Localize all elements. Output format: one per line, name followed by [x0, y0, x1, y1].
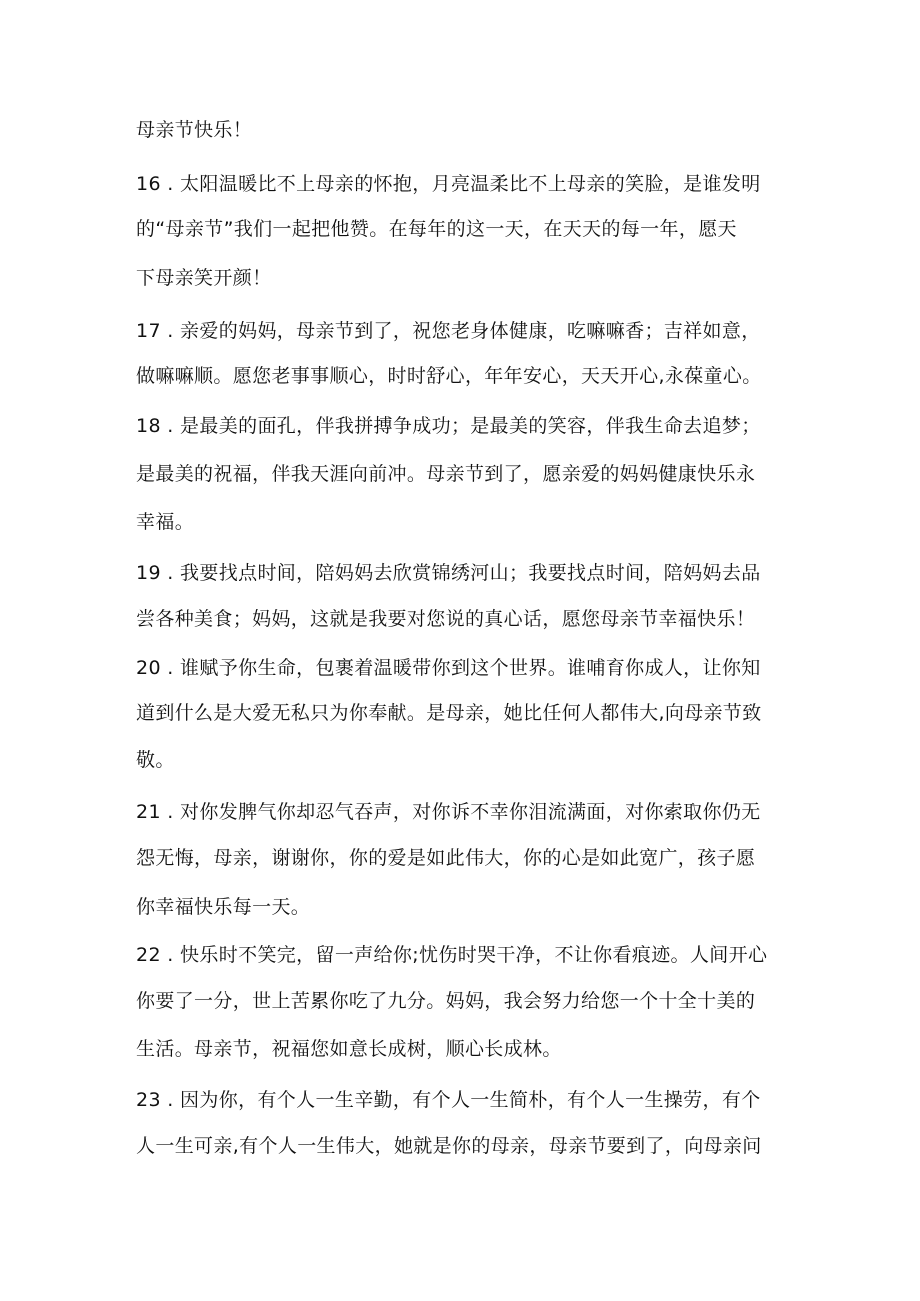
text-line: 敬。	[136, 749, 175, 771]
text-line: 21 . 对你发脾气你却忍气吞声，对你诉不幸你泪流满面，对你索取你仍无	[136, 801, 761, 823]
text-line: 怨无悔，母亲，谢谢你，你的爱是如此伟大，你的心是如此宽广，孩子愿	[136, 847, 756, 869]
text-line: 尝各种美食；妈妈，这就是我要对您说的真心话，愿您母亲节幸福快乐！	[136, 608, 756, 630]
text-line: 母亲节快乐！	[136, 119, 253, 141]
text-line: 16 . 太阳温暖比不上母亲的怀抱，月亮温柔比不上母亲的笑脸，是谁发明	[136, 173, 761, 195]
text-line: 你幸福快乐每一天。	[136, 896, 311, 918]
text-line: 的“母亲节”我们一起把他赞。在每年的这一天，在天天的每一年，愿天	[136, 218, 737, 240]
text-line: 18 . 是最美的面孔，伴我拼搏争成功；是最美的笑容，伴我生命去追梦；	[136, 415, 761, 437]
text-line: 做嘛嘛顺。愿您老事事顺心，时时舒心，年年安心，天天开心,永葆童心。	[136, 365, 762, 387]
text-line: 22 . 快乐时不笑完，留一声给你;忧伤时哭干净，不让你看痕迹。人间开心	[136, 944, 768, 966]
text-line: 你要了一分，世上苦累你吃了九分。妈妈，我会努力给您一个十全十美的	[136, 990, 756, 1012]
text-line: 幸福。	[136, 511, 195, 533]
text-line: 人一生可亲,有个人一生伟大，她就是你的母亲，母亲节要到了，向母亲问	[136, 1135, 762, 1157]
text-line: 道到什么是大爱无私只为你奉献。是母亲，她比任何人都伟大,向母亲节致	[136, 702, 762, 724]
text-line: 19 . 我要找点时间，陪妈妈去欣赏锦绣河山；我要找点时间，陪妈妈去品	[136, 562, 761, 584]
text-line: 是最美的祝福，伴我天涯向前冲。母亲节到了，愿亲爱的妈妈健康快乐永	[136, 463, 756, 485]
text-line: 下母亲笑开颜！	[136, 267, 272, 289]
text-line: 生活。母亲节，祝福您如意长成树，顺心长成林。	[136, 1038, 562, 1060]
text-line: 20 . 谁赋予你生命，包裹着温暖带你到这个世界。谁哺育你成人，让你知	[136, 657, 761, 679]
text-line: 17 . 亲爱的妈妈，母亲节到了，祝您老身体健康，吃嘛嘛香；吉祥如意，	[136, 320, 761, 342]
text-line: 23 . 因为你，有个人一生辛勤，有个人一生简朴，有个人一生操劳，有个	[136, 1089, 761, 1111]
